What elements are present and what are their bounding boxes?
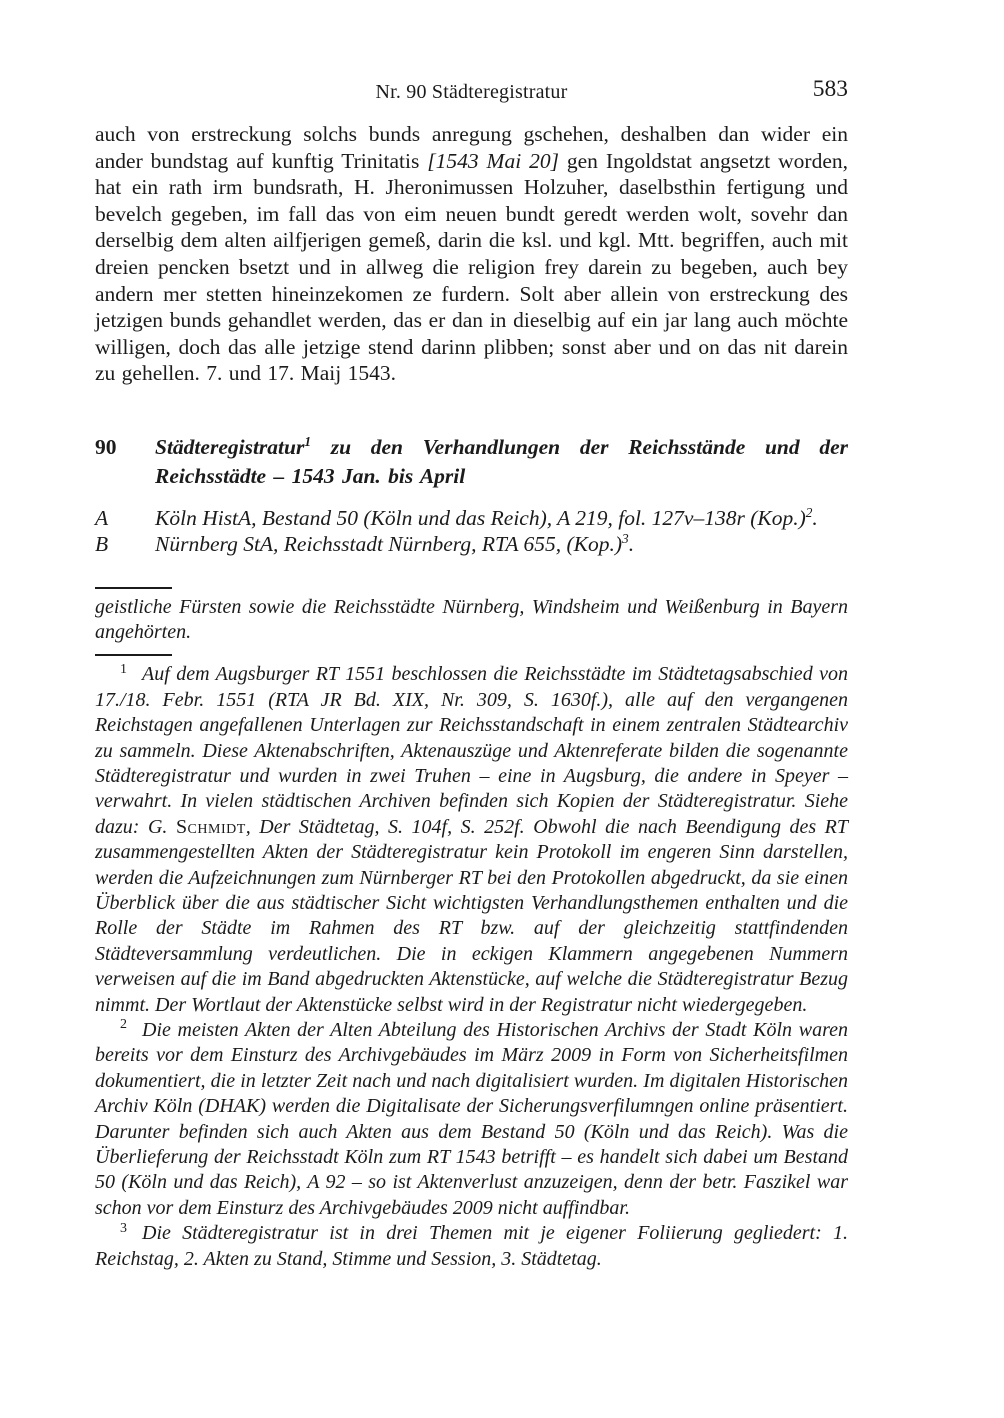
footnote-3 [95,1221,848,1272]
text-column [95,0,848,1272]
footnote-ref-1: 1 [304,433,312,449]
footnote-2-marker: 2 [120,1017,127,1033]
entry-number: 90 [95,434,117,459]
entry-title-name: Städteregistratur [155,434,305,459]
footnote-1-text-b: , Der Städtetag, S. 104f, S. 252f. Obwohl die nach Beendigung des RT zusammengestellten Akten der Städteregistratur kein Protokoll im engeren Sinn darstellen, werden die Aufzeichnungen zum Nürnberger RT bei den Protokollen abgedruckt, da sie einen Überblick über die aus städtischer Sicht wichtigsten Verhandlungsthemen enthalten und die Rolle der Städte im Rahmen des RT bzw. auf der gleichzeitig stattfindenden Städteversammlung verdeutlichen. Die in eckigen Klammern angegebenen Nummern verweisen auf die im Band abgedruckten Aktenstücke, auf welche die Städteregistratur Bezug nimmt. Der Wortlaut der Aktenstücke selbst wird in der Registratur nicht wiedergegeben. [95,815,848,1016]
source-text-a: Köln HistA, Bestand 50 (Köln und das Reich), A 219, fol. 127v–138r (Kop.) [155,505,806,530]
entry-90 [95,433,848,558]
source-item-a [95,505,848,531]
source-text-b: Nürnberg StA, Reichsstadt Nürnberg, RTA 655, (Kop.) [155,532,623,557]
footnote-ref-2: 2 [805,504,813,520]
entry-heading [95,433,848,491]
entry-title [155,433,848,491]
transcription-text-before-date: auch von erstreckung solchs bunds anregung gschehen, deshalben dan wider ein ander bundstag auf kunftig Trinitatis [95,122,848,173]
source-list [95,505,848,558]
footnote-3-text: Die Städteregistratur ist in drei Themen mit je eigener Foliierung gegliedert: 1. Reichstag, 2. Akten zu Stand, Stimme und Session, 3. Städtetag. [95,1222,848,1270]
running-header [95,76,848,108]
footnote-1-marker: 1 [120,661,127,677]
footnote-2 [95,1018,848,1221]
source-suffix-b: . [628,532,635,557]
footnote-1-text-a: Auf dem Augsburger RT 1551 beschlossen die Reichsstädte im Städtetagsabschied von 17./18. Febr. 1551 (RTA JR Bd. XIX, Nr. 309, S. 1630f.), alle auf den vergangenen Reichstagen angefallenen Unterlagen zur Reichsstandschaft in einem zentralen Städtearchiv zu sammeln. Diese Aktenabschriften, Aktenauszüge und Aktenreferate bilden die sogenannte Städteregistratur und wurden in zwei Truhen – eine in Augsburg, die andere in Speyer – verwahrt. In vielen städtischen Archiven befinden sich Kopien der Städteregistratur. Siehe dazu: G. [95,663,848,838]
footnote-2-text: Die meisten Akten der Alten Abteilung des Historischen Archivs der Stadt Köln waren bereits vor dem Einsturz des Archivgebäudes im März 2009 in Form von Sicherheitsfilmen dokumentiert, die in letzter Zeit nach und nach digitalisiert wurden. Im digitalen Historischen Archiv Köln (DHAK) werden die Digitalisate der Sicherungsverfilumngen online präsentiert. Darunter befinden sich auch Akten aus dem Bestand 50 (Köln und das Reich). Was die Überlieferung der Reichsstadt Köln zum RT 1543 betrifft – es handelt sich dabei um Bestand 50 (Köln und das Reich), A 92 – so ist Aktenverlust anzuzeigen, denn der betr. Faszikel war schon vor dem Einsturz des Archivgebäudes 2009 nicht auffindbar. [95,1019,848,1219]
footnote-1 [95,662,848,1018]
source-siglum-b: B [95,532,109,557]
source-item-b [95,531,848,557]
footnote-1-author-smallcaps: Schmidt [175,815,246,838]
running-title: Nr. 90 Städteregistratur [375,81,568,103]
transcription-text-after-date: gen Ingoldstat angsetzt worden, hat ein rath irm bundsrath, H. Jheronimussen Holzuher, daselbsthin fertigung und bevelch gegeben, im fall das von eim neuen bundt geredt werden wolt, sovehr dan derselbig dem alten ailfjerigen gemeß, darin die ksl. und kgl. Mtt. begriffen, auch mit dreien pencken bsetzt und in allweg die religion frey darein zu begeben, auch bey andern mer stetten hineinzekomen ze furdern. Solt aber allein von erstreckung des jetzigen bunds gehandlet werden, das er dan in dieselbig auf ein jar lang auch möchte willigen, doch das alle jetzige stend darinn plibben; sonst aber und on das nit darein zu gehellen. 7. und 17. Maij 1543. [95,148,848,386]
footnote-separator-rule [95,587,172,589]
editorial-date-annotation: [1543 Mai 20] [427,148,559,173]
source-siglum-a: A [95,505,109,530]
source-suffix-a: . [812,505,818,530]
footnote-3-marker: 3 [120,1220,127,1236]
footnote-apparatus [95,587,848,1273]
entry-title-rest: zu den Verhandlungen der Reichsstände und der Reichsstädte – 1543 Jan. bis April [155,434,848,488]
transcription-paragraph [95,121,848,387]
footnote-separator-rule [95,654,172,656]
footnote-continuation: geistliche Fürsten sowie die Reichsstädte Nürnberg, Windsheim und Weißenburg in Bayern angehörten. [95,595,848,643]
page-number: 583 [812,76,848,102]
footnote-ref-3: 3 [622,531,629,547]
